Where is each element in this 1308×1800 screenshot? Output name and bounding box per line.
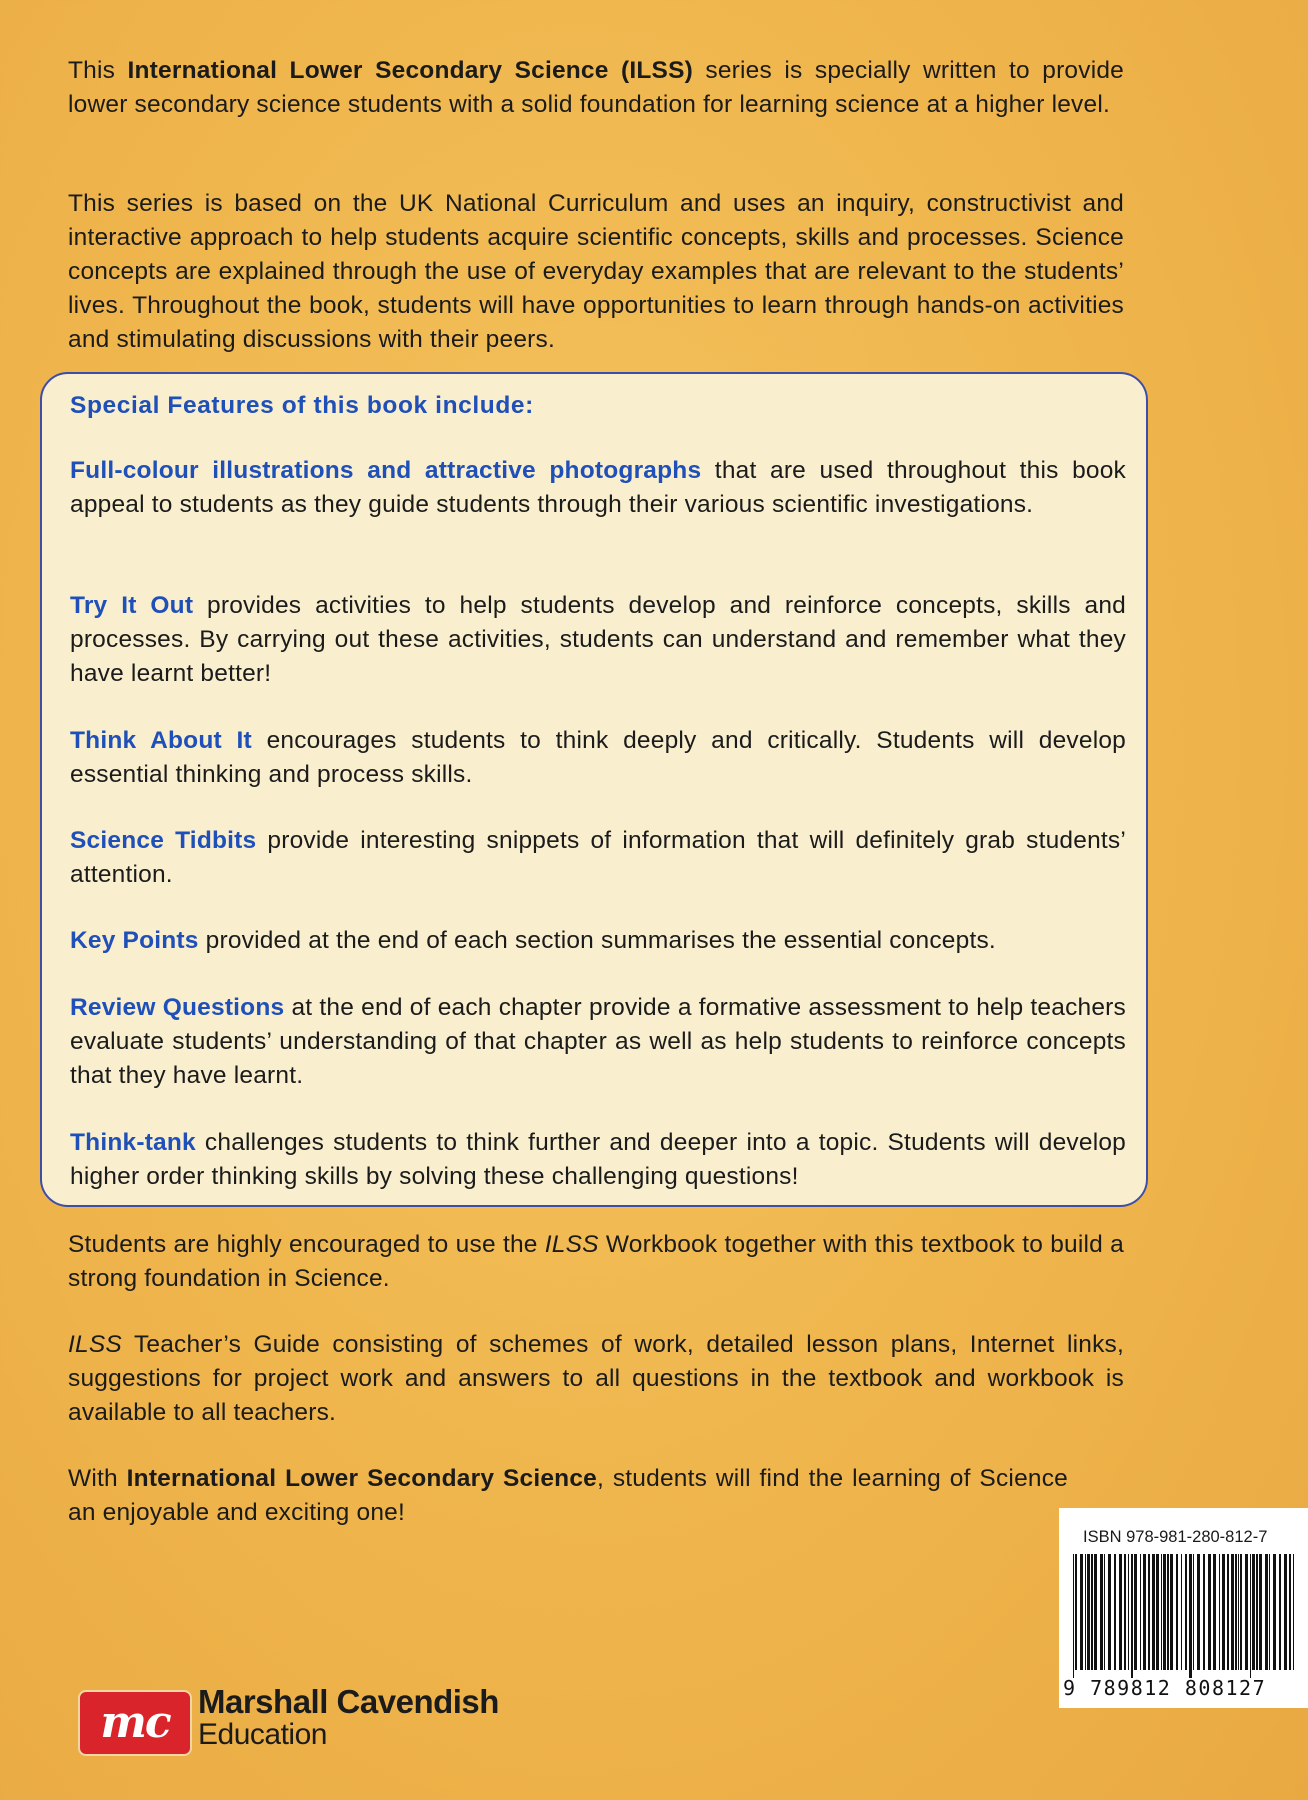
barcode-bar — [1167, 1554, 1169, 1670]
feature-term: Think-tank — [70, 1129, 196, 1156]
barcode-bar — [1119, 1554, 1122, 1670]
barcode-bar — [1087, 1554, 1090, 1670]
feature-think-about-it — [70, 724, 1126, 792]
barcode-bar — [1279, 1554, 1281, 1670]
feature-text: challenges students to think further and deeper into a topic. Students will develop higher order thinking skills by solving these challenging questions! — [70, 1129, 1126, 1190]
barcode-bar — [1176, 1554, 1178, 1670]
barcode-bar — [1080, 1554, 1083, 1670]
feature-science-tidbits — [70, 824, 1126, 892]
feature-try-it-out — [70, 589, 1126, 691]
barcode-bar — [1256, 1554, 1258, 1670]
closing-paragraph — [68, 1462, 1068, 1530]
publisher-name: Marshall Cavendish — [198, 1683, 499, 1720]
barcode-bar — [1140, 1554, 1141, 1670]
special-features-box — [40, 372, 1148, 1207]
barcode-bar — [1094, 1554, 1097, 1670]
feature-term: Try It Out — [70, 592, 194, 619]
barcode-bar — [1293, 1554, 1294, 1670]
barcode-bar — [1185, 1554, 1187, 1670]
isbn-barcode — [1059, 1508, 1308, 1708]
barcode-bar — [1213, 1554, 1216, 1670]
barcode-bar — [1134, 1554, 1137, 1670]
barcode-bar — [1269, 1554, 1270, 1670]
approach-paragraph: This series is based on the UK National Curriculum and uses an inquiry, constructivist and interactive approach to help students acquire scientific concepts, skills and processes. Science concepts are explained through the use of everyday examples that are relevant to the students’ lives. Throughout the book, students will have opportunities to learn through hands-on activities and stimulating discussions with their peers. — [68, 190, 1124, 353]
barcode-bar — [1273, 1554, 1276, 1670]
barcode-bar — [1235, 1554, 1237, 1670]
workbook-paragraph — [68, 1228, 1124, 1296]
ean-digits: 9 789812 808127 — [1063, 1676, 1267, 1700]
features-heading: Special Features of this book include: — [70, 392, 534, 419]
barcode-bar — [1193, 1554, 1194, 1670]
workbook-text-start: Students are highly encouraged to use the — [68, 1231, 545, 1258]
barcode-bar — [1143, 1554, 1146, 1670]
feature-term: Science Tidbits — [70, 827, 257, 854]
teacher-guide-text: Teacher’s Guide consisting of schemes of work, detailed lesson plans, Internet links, suggestions for project work and answers to all questions in the textbook and workbook is available to all teachers. — [68, 1331, 1124, 1426]
barcode-bar — [1108, 1554, 1111, 1670]
publisher-division: Education — [198, 1718, 327, 1751]
barcode-bar — [1252, 1554, 1255, 1670]
barcode-bar — [1085, 1554, 1086, 1670]
feature-text: at the end of each chapter provide a formative assessment to help teachers evaluate students’ understanding of that chapter as well as help students to reinforce concepts that they have learnt. — [70, 994, 1126, 1089]
feature-illustrations — [70, 454, 1126, 522]
teacher-guide-paragraph — [68, 1328, 1124, 1430]
barcode-bar — [1124, 1554, 1126, 1670]
feature-term: Key Points — [70, 927, 199, 954]
barcode-bar — [1073, 1554, 1074, 1678]
barcode-bar — [1231, 1554, 1234, 1670]
barcode-bar — [1222, 1554, 1225, 1670]
series-title: International Lower Secondary Science — [126, 1465, 597, 1492]
barcode-bar — [1075, 1554, 1077, 1670]
feature-text: that are used throughout this book appeal to students as they guide students through their various scientific investigations. — [70, 457, 1126, 518]
barcode-bar — [1152, 1554, 1155, 1670]
barcode-bar — [1197, 1554, 1200, 1670]
feature-text: provides activities to help students develop and reinforce concepts, skills and processes. By carrying out these activities, students can understand and remember what they have learnt better! — [70, 592, 1126, 687]
publisher-logo-icon: mc — [78, 1690, 192, 1756]
feature-think-tank — [70, 1126, 1126, 1194]
series-abbrev: ILSS — [544, 1231, 599, 1258]
barcode-bar — [1265, 1554, 1268, 1670]
series-title: International Lower Secondary Science (ILSS) — [127, 57, 693, 84]
series-abbrev: ILSS — [68, 1331, 122, 1358]
barcode-bar — [1114, 1554, 1116, 1670]
barcode-bar — [1203, 1554, 1205, 1670]
workbook-text-end: Workbook together with this textbook to build a strong foundation in Science. — [68, 1231, 1124, 1292]
barcode-bar — [1259, 1554, 1262, 1670]
barcode-bar — [1156, 1554, 1159, 1670]
barcode-bar — [1240, 1554, 1242, 1670]
barcode-bar — [1091, 1554, 1093, 1670]
barcode-bar — [1128, 1554, 1129, 1670]
barcode-bar — [1104, 1554, 1105, 1670]
intro-paragraph — [68, 54, 1124, 122]
barcode-bar — [1148, 1554, 1150, 1670]
barcode-bar — [1227, 1554, 1229, 1670]
barcode-bar — [1238, 1554, 1239, 1670]
intro-text-start: This — [68, 57, 128, 84]
isbn-label: ISBN 978-981-280-812-7 — [1083, 1528, 1268, 1546]
barcode-bar — [1131, 1554, 1133, 1678]
barcode-bar — [1189, 1554, 1192, 1678]
feature-text: provided at the end of each section summarises the essential concepts. — [198, 927, 996, 954]
barcode-bar — [1250, 1554, 1251, 1678]
intro-text-end: series is specially written to provide lower secondary science students with a solid foundation for learning science at a higher level. — [68, 57, 1125, 118]
barcode-bar — [1289, 1554, 1291, 1670]
barcode-bar — [1170, 1554, 1173, 1670]
feature-key-points — [70, 924, 1126, 958]
barcode-bar — [1181, 1554, 1182, 1670]
feature-term: Review Questions — [70, 994, 285, 1021]
barcode-bar — [1245, 1554, 1248, 1670]
feature-term: Full-colour illustrations and attractive photographs — [70, 457, 702, 484]
feature-text: encourages students to think deeply and critically. Students will develop essential thinking and process skills. — [70, 727, 1126, 788]
feature-text: provide interesting snippets of information that will definitely grab students’ attention. — [70, 827, 1126, 888]
closing-text-start: With — [68, 1465, 127, 1492]
feature-review-questions — [70, 991, 1126, 1093]
barcode-bar — [1219, 1554, 1220, 1670]
barcode-bar — [1161, 1554, 1162, 1670]
feature-term: Think About It — [70, 727, 252, 754]
barcode-bar — [1284, 1554, 1287, 1670]
closing-text-end: , students will find the learning of Science an enjoyable and exciting one! — [68, 1465, 1068, 1526]
barcode-bar — [1100, 1554, 1103, 1670]
barcode-bar — [1163, 1554, 1166, 1670]
barcode-bar — [1208, 1554, 1211, 1670]
